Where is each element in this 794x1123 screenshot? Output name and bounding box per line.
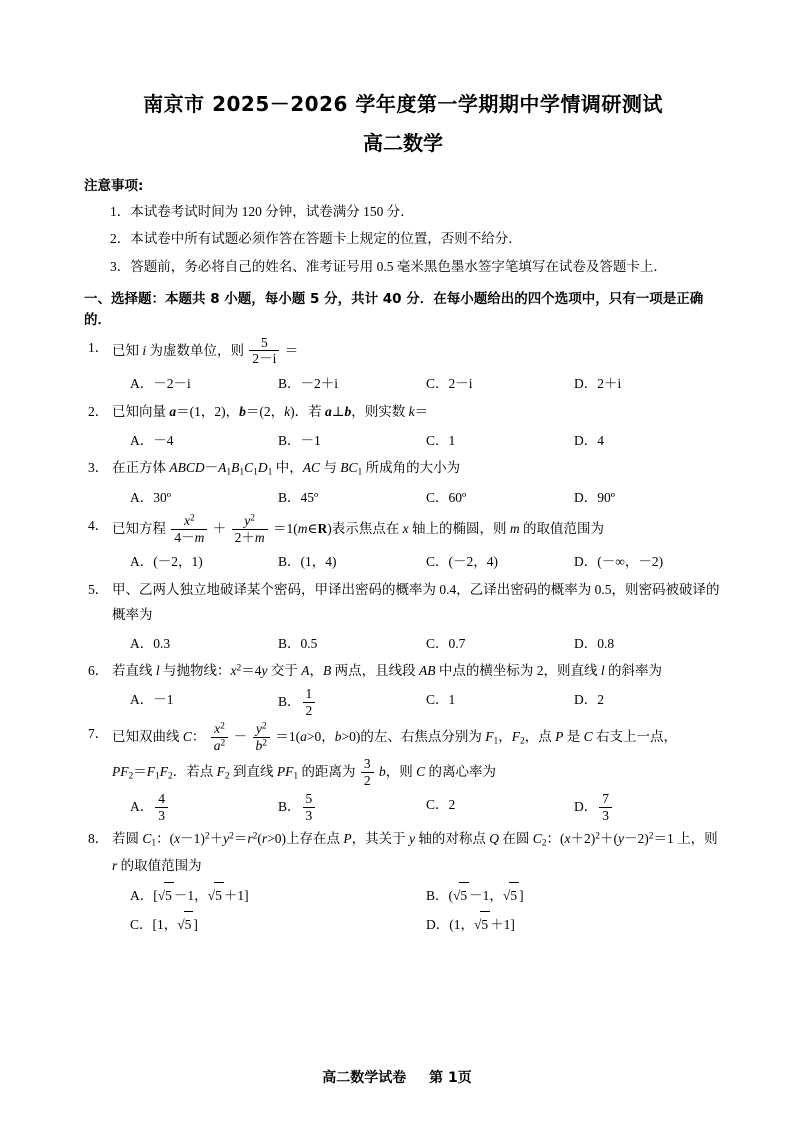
question-4: [84, 514, 722, 546]
option-c[interactable]: C．60º: [426, 490, 467, 506]
fraction-y: $\frac{y^2}{2+m}$: [232, 513, 268, 545]
question-1: [84, 336, 722, 368]
option-b[interactable]: B． $\frac{5}{3}$: [278, 792, 426, 824]
notice-item: 2．本试卷中所有试题必须作答在答题卡上规定的位置，否则不给分．: [110, 231, 522, 247]
section-heading-choice: 一、选择题：本题共 8 小题，每小题 5 分，共计 40 分．在每小题给出的四个选项中，只有一项是正确的．: [84, 290, 704, 329]
option-b[interactable]: B．－2＋i: [278, 375, 339, 391]
plus-sign: ＋: [212, 521, 227, 537]
question-2: [84, 400, 722, 425]
option-a[interactable]: A．(－2，1): [130, 554, 203, 570]
fraction: $\frac{3}{2}$: [361, 756, 374, 788]
question-5-options: [84, 631, 722, 657]
page-subtitle: 高二数学: [363, 131, 443, 155]
question-8-options-row2: [84, 911, 722, 938]
option-d[interactable]: D．2: [574, 692, 604, 708]
question-stem-pre: 已知方程: [112, 521, 166, 537]
question-stem-post: ＝1(m∈R)表示焦点在 x 轴上的椭圆，则 m 的取值范围为: [273, 521, 604, 537]
question-number: 1．: [88, 339, 109, 355]
option-d[interactable]: D．4: [574, 432, 604, 448]
page-footer: [0, 1067, 794, 1087]
question-stem-mid: ＝1(a>0，b>0)的左、右焦点分别为 $F_1$，$F_2$，点 P 是 C 右支上一点，: [275, 729, 678, 748]
option-d[interactable]: D．0.8: [574, 635, 615, 651]
question-7-line2: [84, 757, 722, 789]
page-title: 南京市 2025－2026 学年度第一学期期中学情调研测试: [143, 92, 663, 116]
question-number: 7．: [88, 726, 109, 742]
option-c[interactable]: C．[1，√5 ]: [130, 911, 426, 938]
question-6: [84, 659, 722, 684]
fraction-x: $\frac{x^2}{a^2}$: [211, 721, 229, 753]
notice-heading: 注意事项:: [84, 178, 144, 194]
question-stem: 若直线 l 与抛物线：$x^2=4y$ 交于 A，B 两点，且线段 AB 中点的横坐标为 2，则直线 l 的斜率为: [112, 663, 663, 679]
question-number: 3．: [88, 460, 109, 476]
option-a[interactable]: A． $\frac{4}{3}$: [130, 792, 278, 824]
option-c[interactable]: C．(－2，4): [426, 554, 498, 570]
footer-page-number: 第 1页: [429, 1070, 472, 1086]
question-stem: 在正方体 $ABCD-A_1B_1C_1D_1$ 中，AC 与 $BC_1$ 所成角的大小为: [112, 460, 461, 478]
fraction-y: $\frac{y^2}{b^2}$: [253, 721, 271, 753]
option-b[interactable]: B．0.5: [278, 635, 318, 651]
question-number: 8．: [88, 831, 109, 847]
option-b[interactable]: B．－1: [278, 432, 321, 448]
option-b[interactable]: B．(1，4): [278, 554, 337, 570]
question-3-options: [84, 485, 722, 511]
option-d[interactable]: D．90º: [574, 490, 615, 506]
question-7-options: [84, 792, 722, 824]
question-8: [84, 827, 722, 878]
question-6-options: [84, 687, 722, 719]
notice-item: 3．答题前，务必将自己的姓名、准考证号用 0.5 毫米黑色墨水签字笔填写在试卷及答题卡上．: [110, 258, 667, 274]
question-5: [84, 578, 722, 628]
option-c[interactable]: C．2: [426, 797, 456, 813]
question-stem-pre: 已知双曲线 C：: [112, 729, 206, 745]
question-3: [84, 456, 722, 482]
question-stem-post: b，则 C 的离心率为: [379, 764, 497, 780]
option-d[interactable]: D．(1，√5 ＋1]: [426, 911, 722, 938]
question-4-options: [84, 549, 722, 575]
question-stem: 已知 i 为虚数单位，则: [112, 343, 245, 359]
option-b[interactable]: B．(√5 －1，√5 ]: [426, 882, 722, 909]
option-c[interactable]: C．1: [426, 692, 456, 708]
question-number: 4．: [88, 518, 109, 534]
question-number: 6．: [88, 663, 109, 679]
option-b[interactable]: B． $\frac{1}{2}$: [278, 687, 426, 719]
question-7: [84, 722, 722, 754]
option-a[interactable]: A．0.3: [130, 635, 171, 651]
option-a[interactable]: A．－4: [130, 432, 174, 448]
option-a[interactable]: A．30º: [130, 490, 171, 506]
option-c[interactable]: C．1: [426, 432, 456, 448]
question-stem: 若圆 $C_1$：$(x-1)^2+y^2=r^2(r>0)$上存在点 P，其关于 y 轴的对称点 Q 在圆 $C_2$：$(x+2)^2+(y-2)^2=1$ 上，则 r 的取值范围为: [112, 831, 718, 873]
question-number: 5．: [88, 581, 109, 597]
option-a[interactable]: A．－1: [130, 692, 174, 708]
notice-item: 1．本试卷考试时间为 120 分钟，试卷满分 150 分．: [110, 204, 414, 219]
minus-sign: －: [233, 729, 248, 745]
option-a[interactable]: A．[√5 －1，√5 ＋1]: [130, 882, 426, 909]
question-stem-post: ＝: [284, 343, 299, 359]
option-d[interactable]: D． $\frac{7}{3}$: [574, 792, 722, 824]
question-stem-cont: $PF_2=F_1F_2$．若点 $F_2$ 到直线 $PF_1$ 的距离为: [112, 764, 356, 783]
question-stem: 甲、乙两人独立地破译某个密码，甲译出密码的概率为 0.4，乙译出密码的概率为 0.5，则密码被破译的概率为: [112, 581, 720, 622]
option-b[interactable]: B．45º: [278, 490, 319, 506]
option-c[interactable]: C．0.7: [426, 635, 466, 651]
option-c[interactable]: C．2－i: [426, 375, 473, 391]
question-2-options: [84, 428, 722, 454]
option-d[interactable]: D．(－∞，－2): [574, 554, 664, 570]
option-a[interactable]: A．－2－i: [130, 375, 191, 391]
option-d[interactable]: D．2＋i: [574, 375, 622, 391]
question-1-options: [84, 371, 722, 397]
footer-title: 高二数学试卷: [322, 1070, 407, 1086]
fraction-x: $\frac{x^2}{4-m}$: [171, 513, 207, 545]
question-8-options-row1: [84, 882, 722, 909]
question-stem: 已知向量 a＝(1，2)，b＝(2，k)．若 a⊥b，则实数 k＝: [112, 403, 429, 419]
question-number: 2．: [88, 403, 109, 419]
fraction: $\frac{5}{2-i}$: [249, 335, 279, 367]
